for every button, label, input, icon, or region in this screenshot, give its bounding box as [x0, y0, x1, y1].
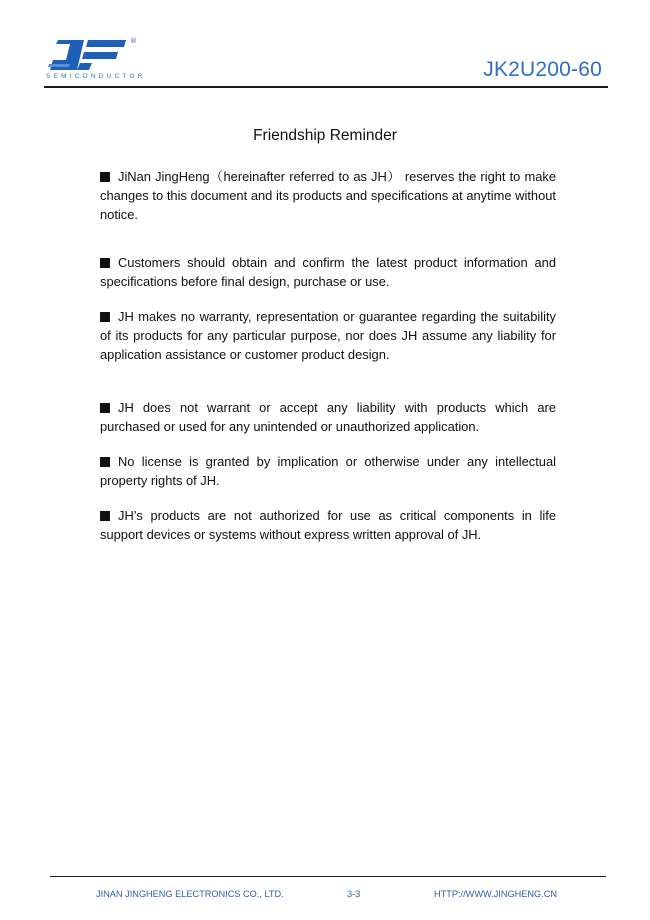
bullet-square-icon [100, 511, 110, 521]
footer-company: JINAN JINGHENG ELECTRONICS CO., LTD. [96, 889, 284, 899]
notice-item [100, 506, 556, 544]
notice-item [100, 398, 556, 436]
footer-website-link[interactable]: HTTP://WWW.JINGHENG.CN [434, 889, 557, 899]
bullet-square-icon [100, 457, 110, 467]
logo-subtitle: SEMICONDUCTOR [46, 73, 146, 80]
bullet-square-icon [100, 403, 110, 413]
notice-text: JiNan JingHeng（hereinafter referred to as JH） reserves the right to make changes to this document and its products and specifications at anytime without notice. [100, 169, 556, 222]
notice-text: JH’s products are not authorized for use as critical components in life support devices or systems without express written approval of JH. [100, 508, 556, 542]
notice-item [100, 307, 556, 364]
notice-item [100, 452, 556, 490]
footer-divider [50, 876, 606, 877]
notice-text: JH does not warrant or accept any liability with products which are purchased or used for any unintended or unauthorized application. [100, 400, 556, 434]
header-divider [44, 86, 608, 88]
page-title: Friendship Reminder [253, 127, 397, 144]
notice-text: Customers should obtain and confirm the latest product information and specifications before final design, purchase or use. [100, 255, 556, 289]
notice-text: No license is granted by implication or otherwise under any intellectual property rights of JH. [100, 454, 556, 488]
registered-mark: ® [130, 37, 137, 45]
notice-item [100, 253, 556, 291]
document-code: JK2U200-60 [483, 58, 602, 81]
notice-text: JH makes no warranty, representation or guarantee regarding the suitability of its products for any particular purpose, nor does JH assume any liability for application assistance or customer product design. [100, 309, 556, 362]
footer-page-number: 3-3 [347, 889, 361, 899]
notice-item [100, 167, 556, 224]
bullet-square-icon [100, 258, 110, 268]
bullet-square-icon [100, 172, 110, 182]
bullet-square-icon [100, 312, 110, 322]
logo-mark-icon [44, 34, 154, 78]
notice-list [100, 167, 556, 544]
